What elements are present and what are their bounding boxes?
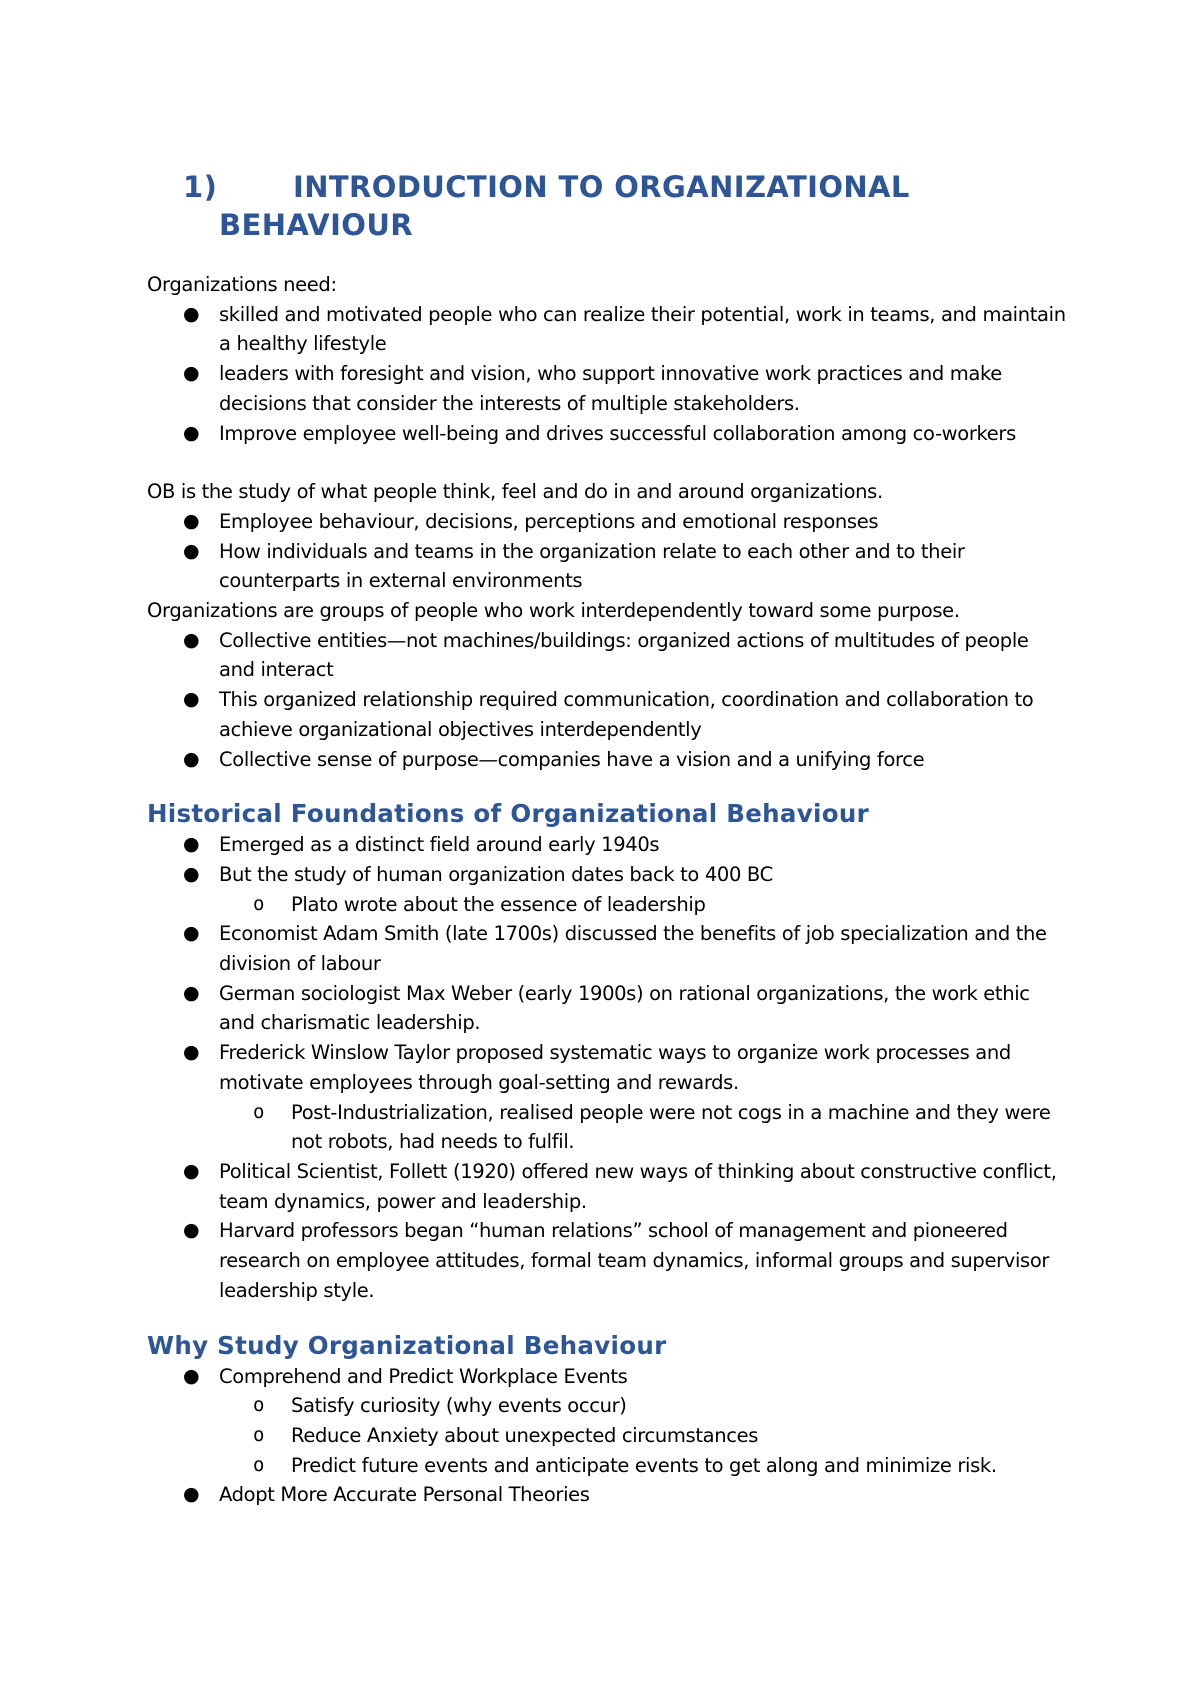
list-item [147,685,1067,744]
list-item [147,860,1067,919]
circle-bullet-icon: o [253,1453,265,1476]
chapter-title-line-1: INTRODUCTION TO ORGANIZATIONAL [293,170,910,204]
list-item-text: Political Scientist, Follett (1920) offered new ways of thinking about constructive conflict, team dynamics, power and leadership. [219,1159,1057,1213]
list-item-text: Collective entities—not machines/buildings: organized actions of multitudes of people and interact [219,628,1029,682]
bullet-icon: ● [183,747,200,770]
intro-lead: Organizations need: [147,273,337,296]
section-heading-history: Historical Foundations of Organizational Behaviour [147,799,869,829]
circle-bullet-icon: o [253,1423,265,1446]
list-item-text: Emerged as a distinct field around early 1940s [219,833,660,857]
sub-list-item-text: Post-Industrialization, realised people were not cogs in a machine and they were not robots, had needs to fulfil. [291,1100,1051,1154]
chapter-heading [147,168,1067,244]
sub-list-item-text: Satisfy curiosity (why events occur) [291,1394,627,1418]
sub-list-item [219,1391,1067,1421]
chapter-number: 1) [183,170,218,204]
list-item [147,1480,1067,1510]
list-item [147,1362,1067,1481]
list-item [147,979,1067,1038]
list-item [147,359,1067,418]
list-item-text: This organized relationship required communication, coordination and collaboration to achieve organizational objectives interdependently [219,688,1034,741]
list-item [147,1216,1067,1305]
bullet-icon: ● [183,688,200,711]
sub-list [219,1098,1067,1157]
list-item [147,419,1067,449]
why-study-bullet-list [147,1362,1067,1511]
bullet-icon: ● [183,981,200,1004]
intro-bullet-list [147,300,1067,449]
ob-bullet-list [147,507,1067,596]
list-item-text: skilled and motivated people who can realize their potential, work in teams, and maintain a healthy lifestyle [219,302,1066,356]
bullet-icon: ● [183,1219,200,1242]
spacer [147,448,1067,477]
chapter-heading-line-1 [147,168,1067,206]
list-item-text: Comprehend and Predict Workplace Events [219,1364,628,1388]
sub-list-item-text: Reduce Anxiety about unexpected circumstances [291,1423,759,1447]
spacer [147,1306,1067,1330]
sub-list-item [219,1098,1067,1157]
bullet-icon: ● [183,833,200,856]
list-item-text: Employee behaviour, decisions, perceptions and emotional responses [219,509,879,533]
sub-list-item [219,1421,1067,1451]
list-item [147,919,1067,978]
list-item-text: Collective sense of purpose—companies have a vision and a unifying force [219,747,925,771]
list-item-text: Adopt More Accurate Personal Theories [219,1483,590,1507]
bullet-icon: ● [183,1041,200,1064]
list-item-text: leaders with foresight and vision, who support innovative work practices and make decisions that consider the interests of multiple stakeholders. [219,362,1002,415]
sub-list [219,1391,1067,1480]
list-item [147,830,1067,860]
list-item-text: Economist Adam Smith (late 1700s) discussed the benefits of job specialization and the division of labour [219,922,1047,976]
list-item-text: Improve employee well-being and drives successful collaboration among co-workers [219,421,1016,445]
spacer [147,774,1067,798]
ob-definition: OB is the study of what people think, feel and do in and around organizations. [147,480,883,504]
section-heading-why-study: Why Study Organizational Behaviour [147,1330,667,1360]
sub-list [219,890,1067,920]
list-item [147,1157,1067,1216]
sub-list-item-text: Predict future events and anticipate events to get along and minimize risk. [291,1453,997,1477]
list-item-text: Frederick Winslow Taylor proposed systematic ways to organize work processes and motivate employees through goal-setting and rewards. [219,1041,1011,1094]
bullet-icon: ● [183,421,200,444]
bullet-icon: ● [183,922,200,945]
bullet-icon: ● [183,1364,200,1387]
list-item [147,1038,1067,1157]
bullet-icon: ● [183,539,200,562]
bullet-icon: ● [183,862,200,885]
sub-list-item [219,890,1067,920]
document-page [147,168,1067,1510]
bullet-icon: ● [183,362,200,385]
organizations-definition: Organizations are groups of people who work interdependently toward some purpose. [147,599,960,623]
organizations-bullet-list [147,626,1067,775]
sub-list-item [219,1451,1067,1481]
list-item [147,507,1067,537]
bullet-icon: ● [183,628,200,651]
circle-bullet-icon: o [253,1394,265,1417]
list-item [147,300,1067,359]
circle-bullet-icon: o [253,1100,265,1123]
chapter-title-line-2: BEHAVIOUR [219,208,414,242]
sub-list-item-text: Plato wrote about the essence of leadership [291,892,706,916]
bullet-icon: ● [183,302,200,325]
bullet-icon: ● [183,509,200,532]
list-item-text: But the study of human organization dates back to 400 BC [219,862,773,886]
bullet-icon: ● [183,1159,200,1182]
list-item [147,626,1067,685]
list-item [147,537,1067,596]
list-item-text: Harvard professors began “human relations” school of management and pioneered research on employee attitudes, formal team dynamics, informal groups and supervisor leadership style. [219,1219,1050,1302]
list-item-text: German sociologist Max Weber (early 1900s) on rational organizations, the work ethic and charismatic leadership. [219,981,1030,1035]
bullet-icon: ● [183,1483,200,1506]
history-bullet-list [147,830,1067,1305]
circle-bullet-icon: o [253,892,265,915]
list-item-text: How individuals and teams in the organization relate to each other and to their counterparts in external environments [219,539,965,593]
list-item [147,745,1067,775]
